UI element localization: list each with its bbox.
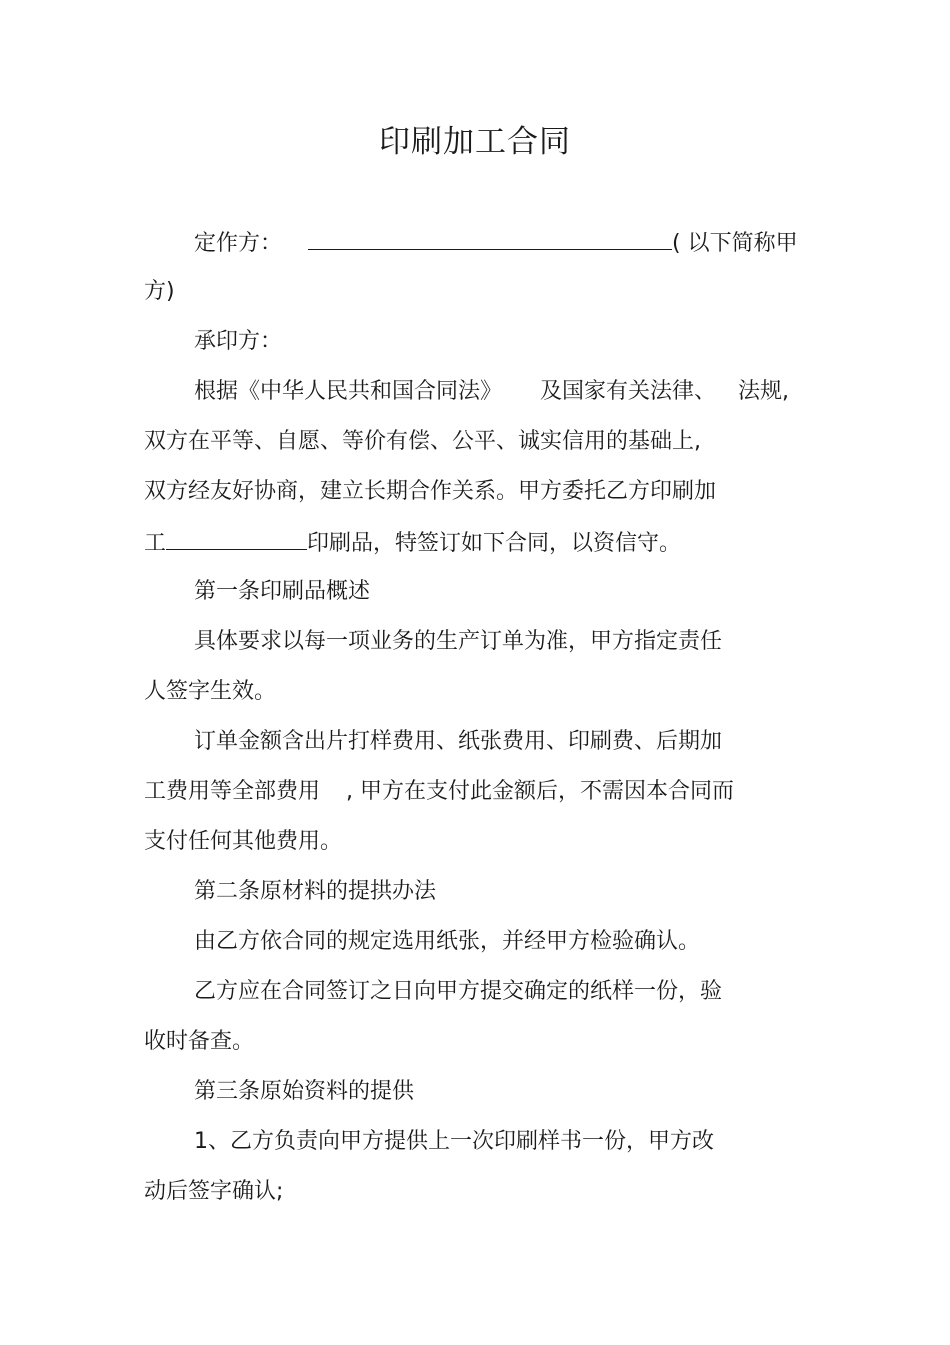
party-a-line xyxy=(194,227,798,259)
article-3-item-1-line-2: 动后签字确认; xyxy=(144,1179,284,1204)
article-1-p1-line-1: 具体要求以每一项业务的生产订单为准，甲方指定责任 xyxy=(194,629,723,654)
article-1-p2-line-2-a: 工费用等全部费用 xyxy=(144,779,321,804)
article-2-p2-line-2: 收时备查。 xyxy=(144,1029,255,1054)
preamble-line-3: 双方经友好协商，建立长期合作关系。甲方委托乙方印刷加 xyxy=(144,479,717,504)
preamble-line-4-end: 印刷品，特签订如下合同，以资信守。 xyxy=(307,531,682,556)
article-2-heading: 第二条原材料的提拱办法 xyxy=(194,879,437,904)
preamble-line-4-start: 工 xyxy=(144,531,167,556)
article-3-item-1-line-1: 1、乙方负责向甲方提供上一次印刷样书一份，甲方改 xyxy=(194,1129,714,1154)
party-a-blank xyxy=(308,227,672,250)
preamble-law-ref: 根据《中华人民共和国合同法》 xyxy=(194,379,503,404)
article-1-p2-line-3: 支付任何其他费用。 xyxy=(144,829,343,854)
document-title: 印刷加工合同 xyxy=(379,124,571,160)
article-2-p2-line-1: 乙方应在合同签订之日向甲方提交确定的纸样一份，验 xyxy=(194,979,723,1004)
preamble-line-2: 双方在平等、自愿、等价有偿、公平、诚实信用的基础上, xyxy=(144,429,701,454)
party-a-suffix-cont: 方) xyxy=(144,279,175,304)
preamble-line-4 xyxy=(144,527,681,559)
article-1-p2-line-2 xyxy=(144,777,734,807)
article-3-heading: 第三条原始资料的提供 xyxy=(194,1079,415,1104)
article-1-heading: 第一条印刷品概述 xyxy=(194,579,371,604)
party-a-label: 定作方： xyxy=(194,231,283,256)
preamble-line-1 xyxy=(194,377,789,407)
article-1-p2-line-2-b: , 甲方在支付此金额后，不需因本合同而 xyxy=(346,779,735,804)
article-1-p2-line-1: 订单金额含出片打样费用、纸张费用、印刷费、后期加 xyxy=(194,729,723,754)
preamble-regs: 法规, xyxy=(738,379,790,404)
printed-matter-blank xyxy=(166,527,307,550)
preamble-laws: 及国家有关法律、 xyxy=(540,379,717,404)
party-a-suffix: ( 以下简称甲 xyxy=(672,231,798,256)
party-b-label: 承印方： xyxy=(194,329,283,354)
article-2-p1: 由乙方依合同的规定选用纸张，并经甲方检验确认。 xyxy=(194,929,701,954)
article-1-p1-line-2: 人签字生效。 xyxy=(144,679,277,704)
